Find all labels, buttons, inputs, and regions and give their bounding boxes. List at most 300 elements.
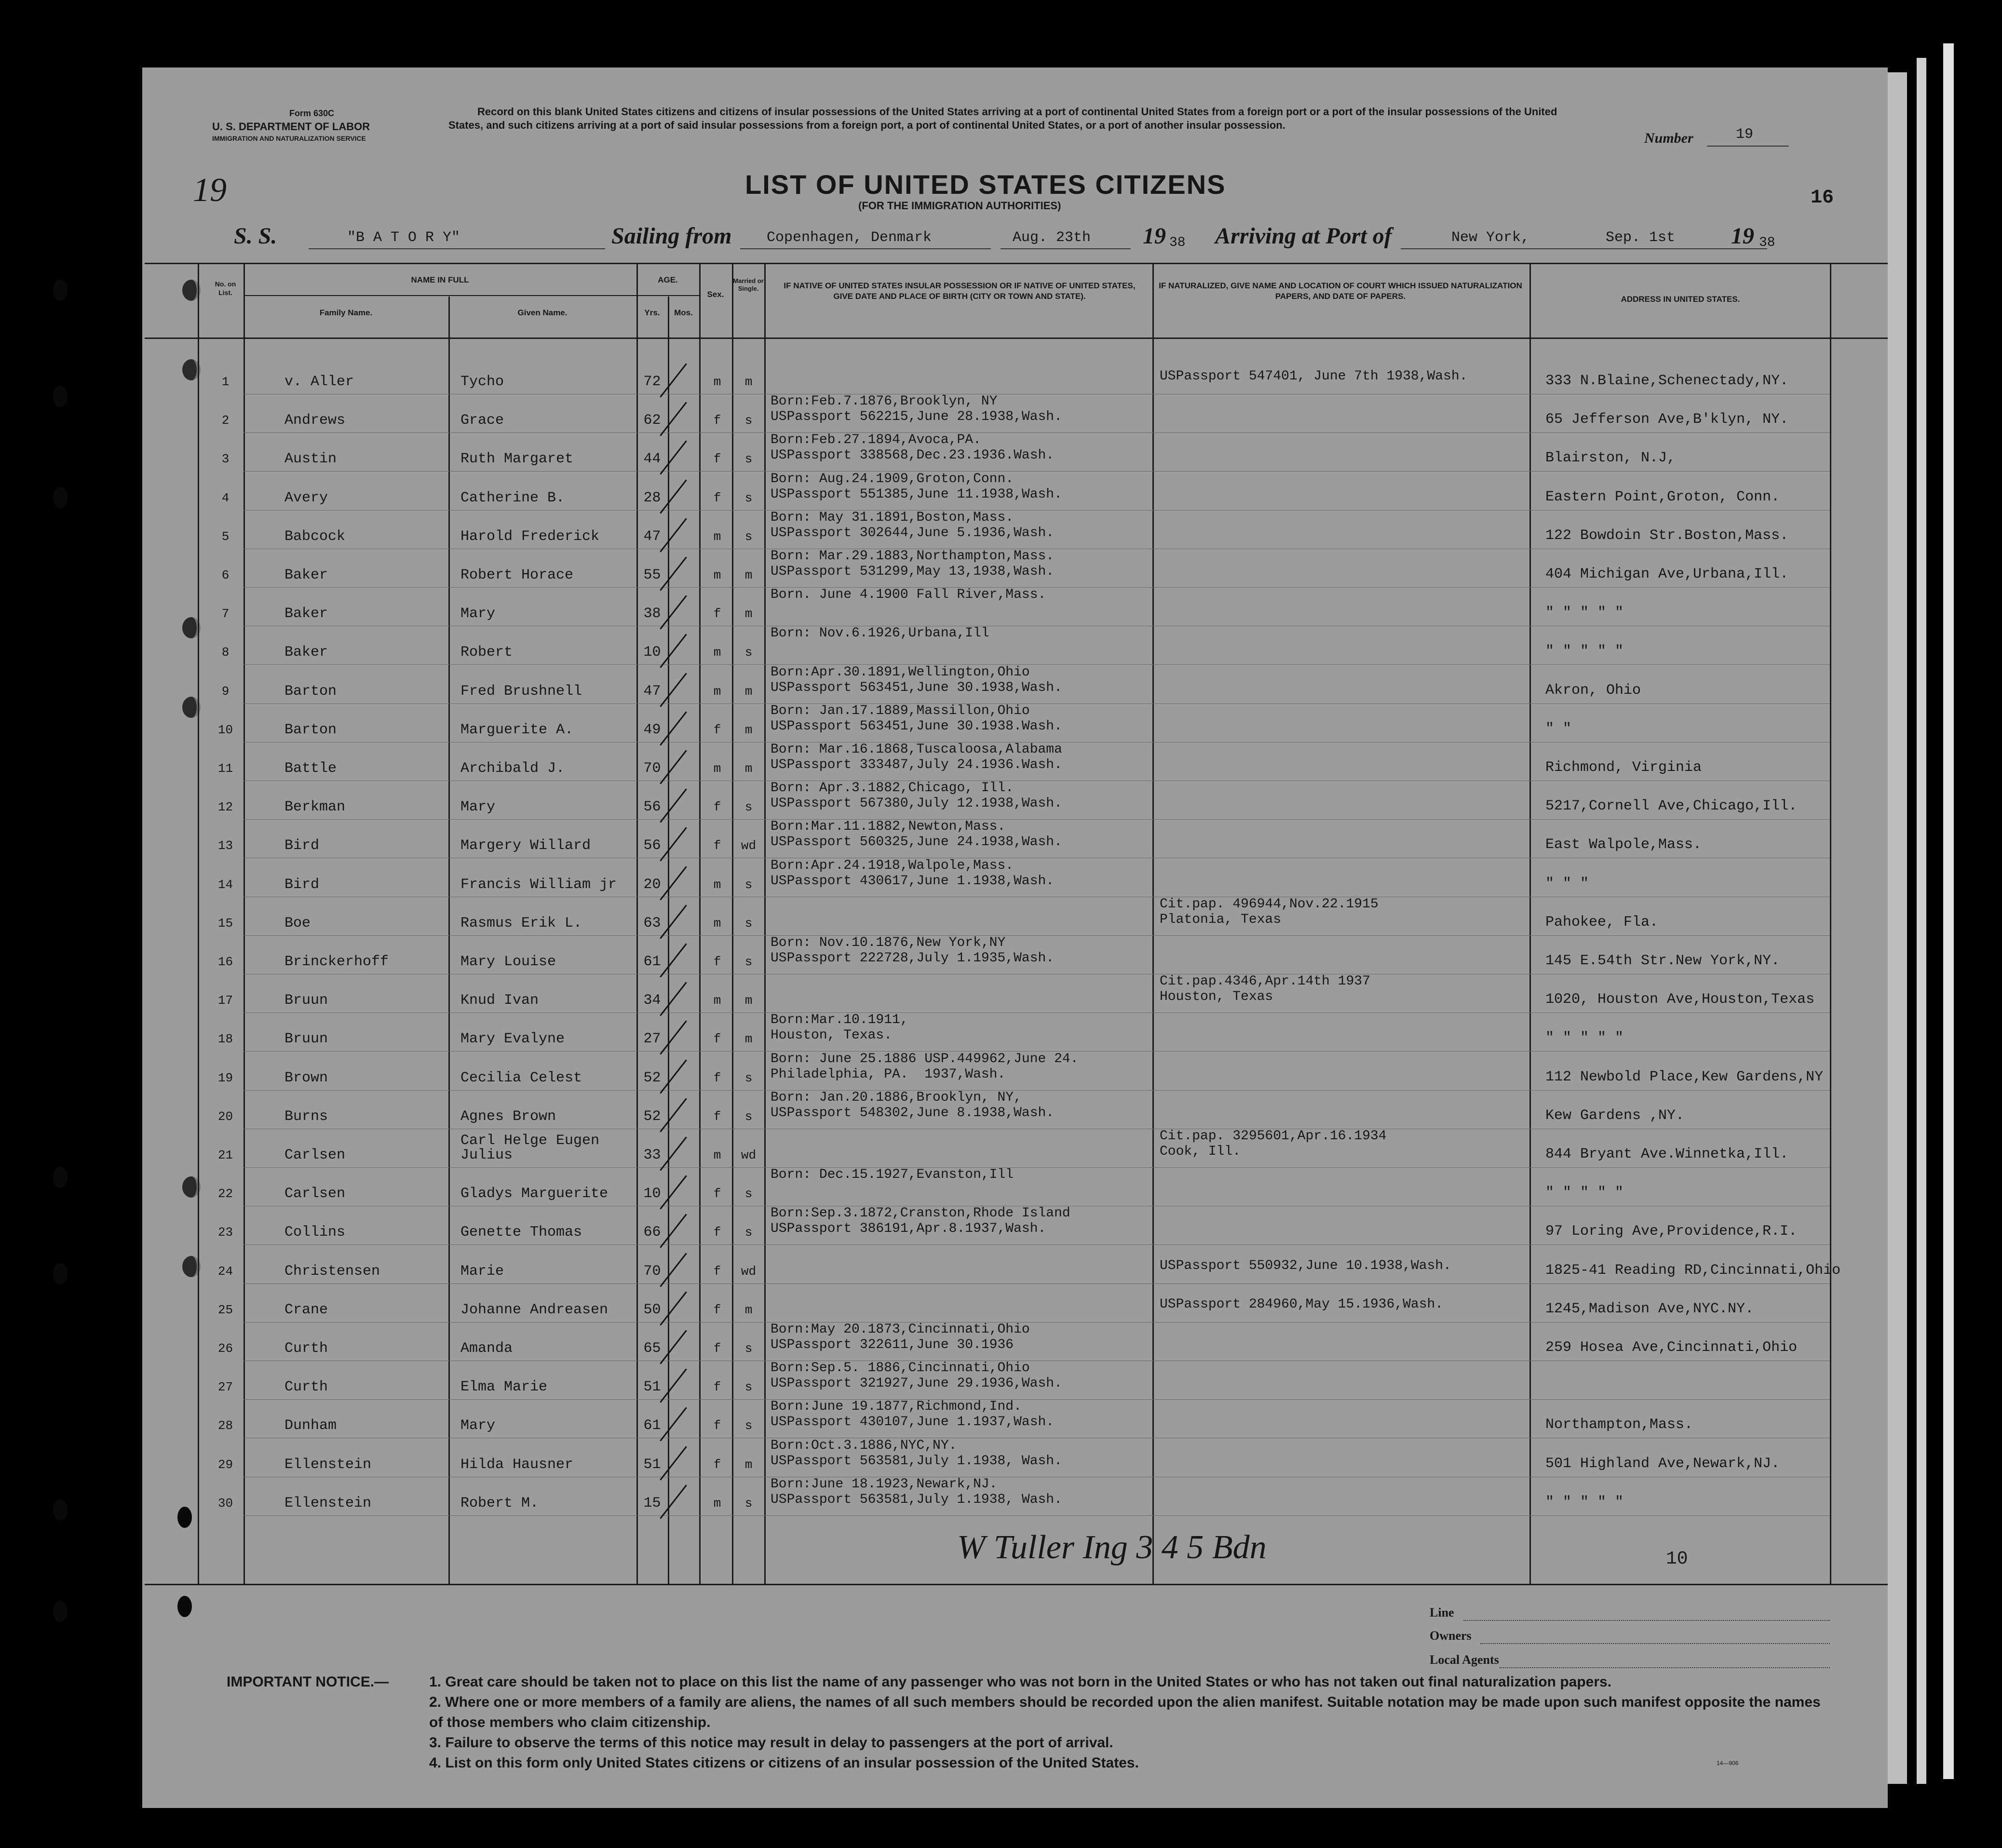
marital-status: wd (741, 838, 757, 853)
notice-2: 2. Where one or more members of a family are aliens, the names of all such members should be recorded upon the alien manifest. Suitable notation may be made upon such manifest opposite the names of those members who claim citizenship. (429, 1694, 1821, 1730)
marital-status: m (744, 1457, 753, 1472)
marital-status: s (744, 1225, 753, 1240)
marital-status: s (744, 1380, 753, 1394)
row-number: 25 (217, 1303, 233, 1317)
col-header-no: No. on List. (215, 280, 236, 297)
birth-info: Born: Jan.20.1886,Brooklyn, NY, (771, 1090, 1022, 1105)
year2-prefix: 19 (1731, 223, 1754, 249)
sex: f (713, 800, 721, 814)
family-name: Andrews (284, 412, 346, 429)
age-years: 62 (643, 412, 661, 429)
given-name: Tycho (460, 374, 504, 390)
line-underline (1463, 1620, 1830, 1621)
col-header-family: Family Name. (319, 308, 373, 317)
family-name: Avery (284, 490, 328, 506)
birth-passport: USPassport 386191,Apr.8.1937,Wash. (771, 1221, 1046, 1236)
age-years: 51 (643, 1379, 661, 1395)
grid-line (145, 1584, 1888, 1585)
row-rule (243, 510, 1830, 511)
handwritten-left-number: 19 (193, 172, 227, 209)
row-number: 18 (217, 1032, 233, 1046)
age-years: 56 (643, 799, 661, 815)
address: " " " " " (1545, 1185, 1624, 1201)
naturalization-place: Cook, Ill. (1160, 1144, 1241, 1159)
date-underline (1001, 248, 1131, 249)
row-number: 6 (221, 568, 230, 582)
marital-status: wd (741, 1264, 757, 1279)
naturalization-info: USPassport 550932,June 10.1938,Wash. (1160, 1258, 1451, 1273)
age-years: 10 (643, 644, 661, 661)
marital-status: s (744, 877, 753, 892)
family-name: Austin (284, 451, 337, 467)
grid-line (145, 263, 1888, 264)
col-header-age: AGE. (658, 275, 678, 284)
notice-title: IMPORTANT NOTICE.— (227, 1674, 389, 1690)
punch-hole (177, 1596, 192, 1617)
age-years: 10 (643, 1186, 661, 1202)
naturalization-info: Cit.pap. 3295601,Apr.16.1934 (1160, 1129, 1387, 1144)
page-edge (1888, 72, 1907, 1784)
marital-status: m (744, 1032, 753, 1046)
page-subtitle: (FOR THE IMMIGRATION AUTHORITIES) (858, 200, 1061, 212)
address: Northampton,Mass. (1545, 1416, 1693, 1433)
row-rule (243, 703, 1830, 704)
family-name: Barton (284, 722, 337, 738)
from-underline (740, 248, 991, 249)
birth-info: Born:Sep.3.1872,Cranston,Rhode Island (771, 1206, 1070, 1221)
naturalization-info: Cit.pap.4346,Apr.14th 1937 (1160, 974, 1370, 989)
address: 844 Bryant Ave.Winnetka,Ill. (1545, 1146, 1789, 1162)
arrival-port: New York, (1451, 229, 1530, 246)
family-name: Bird (284, 837, 320, 854)
birth-passport: USPassport 562215,June 28.1938,Wash. (771, 409, 1062, 424)
age-years: 52 (643, 1108, 661, 1125)
sex: f (713, 1418, 721, 1433)
family-name: Collins (284, 1224, 346, 1241)
row-number: 15 (217, 916, 233, 931)
sex: m (713, 568, 721, 582)
notice-3: 3. Failure to observe the terms of this notice may result in delay to passengers at the port of arrival. (429, 1735, 1113, 1751)
age-years: 70 (643, 760, 661, 777)
age-years: 51 (643, 1457, 661, 1473)
birth-passport: USPassport 548302,June 8.1938,Wash. (771, 1106, 1055, 1120)
punch-hole (53, 386, 68, 407)
marital-status: m (744, 684, 753, 699)
sex: m (713, 761, 721, 776)
address: 5217,Cornell Ave,Chicago,Ill. (1545, 798, 1798, 814)
department: U. S. DEPARTMENT OF LABOR (212, 121, 370, 133)
age-years: 27 (643, 1031, 661, 1047)
punch-hole (53, 280, 68, 301)
family-name: Brinckerhoff (284, 954, 389, 970)
sex: f (713, 413, 721, 428)
marital-status: s (744, 1187, 753, 1201)
row-number: 22 (217, 1187, 233, 1201)
row-number: 27 (217, 1380, 233, 1394)
birth-info: Born: Aug.24.1909,Groton,Conn. (771, 472, 1014, 486)
sex: f (713, 723, 721, 737)
sex: m (713, 375, 721, 389)
family-name: Barton (284, 683, 337, 700)
given-name: Ruth Margaret (460, 451, 574, 467)
given-name: Agnes Brown (460, 1108, 556, 1125)
punch-hole (53, 487, 68, 508)
given-name: Elma Marie (460, 1379, 548, 1395)
sex: m (713, 645, 721, 660)
grid-line (243, 295, 636, 296)
given-name: Grace (460, 412, 504, 429)
given-name: Marie (460, 1263, 504, 1280)
marital-status: m (744, 1303, 753, 1317)
birth-passport: USPassport 302644,June 5.1936,Wash. (771, 526, 1055, 540)
sex: f (713, 1341, 721, 1356)
family-name: Ellenstein (284, 1495, 372, 1511)
birth-info: Born:Apr.30.1891,Wellington,Ohio (771, 665, 1030, 680)
age-years: 72 (643, 374, 661, 390)
address: " " " (1545, 876, 1589, 892)
line-label: Line (1430, 1605, 1454, 1619)
punch-hole (53, 1499, 68, 1521)
row-number: 14 (217, 877, 233, 892)
age-years: 50 (643, 1302, 661, 1318)
birth-info: Born: Mar.16.1868,Tuscaloosa,Alabama (771, 742, 1062, 757)
number-value: 19 (1736, 126, 1754, 143)
family-name: Baker (284, 606, 328, 622)
row-number: 23 (217, 1225, 233, 1240)
family-name: Baker (284, 567, 328, 583)
ship-name: "B A T O R Y" (347, 229, 460, 246)
row-number: 13 (217, 838, 233, 853)
marital-status: s (744, 955, 753, 969)
given-name: Robert Horace (460, 567, 574, 583)
row-number: 21 (217, 1148, 233, 1162)
row-number: 5 (221, 529, 230, 544)
sex: f (713, 1380, 721, 1394)
birth-passport: USPassport 338568,Dec.23.1936.Wash. (771, 448, 1055, 463)
depart-date: Aug. 23th (1013, 229, 1091, 246)
page-title: LIST OF UNITED STATES CITIZENS (745, 169, 1226, 200)
marital-status: s (744, 1071, 753, 1085)
arrival-date: Sep. 1st (1606, 229, 1676, 246)
birth-passport: USPassport 321927,June 29.1936,Wash. (771, 1376, 1062, 1391)
service: IMMIGRATION AND NATURALIZATION SERVICE (212, 135, 366, 142)
marital-status: s (744, 1341, 753, 1356)
sex: f (713, 1225, 721, 1240)
row-number: 10 (217, 723, 233, 737)
age-years: 20 (643, 877, 661, 893)
row-rule (243, 1167, 1830, 1168)
birth-info: Born: Nov.6.1926,Urbana,Ill (771, 626, 989, 641)
age-years: 47 (643, 528, 661, 545)
given-name: Francis William jr (460, 877, 617, 893)
row-rule (243, 1515, 1830, 1516)
marital-status: s (744, 645, 753, 660)
arriving-label: Arriving at Port of (1215, 223, 1392, 249)
family-name: Bruun (284, 992, 328, 1009)
address: 1020, Houston Ave,Houston,Texas (1545, 991, 1815, 1008)
col-header-name: NAME IN FULL (411, 275, 469, 284)
sex: f (713, 452, 721, 466)
row-number: 12 (217, 800, 233, 814)
given-name: Mary (460, 606, 496, 622)
address: 65 Jefferson Ave,B'klyn, NY. (1545, 411, 1789, 428)
birth-info: Born: June 25.1886 USP.449962,June 24. (771, 1052, 1079, 1066)
address: 501 Highland Ave,Newark,NJ. (1545, 1456, 1780, 1472)
age-years: 61 (643, 1417, 661, 1434)
marital-status: m (744, 607, 753, 621)
agents-label: Local Agents (1430, 1653, 1499, 1667)
print-code: 14—906 (1717, 1760, 1739, 1767)
marital-status: s (744, 413, 753, 428)
birth-passport: USPassport 563581,July 1.1938, Wash. (771, 1492, 1062, 1507)
birth-passport: USPassport 333487,July 24.1936.Wash. (771, 757, 1062, 772)
family-name: Battle (284, 760, 337, 777)
punch-hole (53, 1601, 68, 1622)
naturalization-place: Houston, Texas (1160, 989, 1273, 1004)
notice-4: 4. List on this form only United States citizens or citizens of an insular possession of the United States. (429, 1755, 1139, 1771)
marital-status: s (744, 1496, 753, 1511)
row-number: 29 (217, 1457, 233, 1472)
sailing-label: Sailing from (611, 223, 732, 249)
owners-label: Owners (1430, 1629, 1472, 1643)
row-rule (243, 432, 1830, 433)
row-number: 9 (221, 684, 230, 699)
birth-info: Born:Apr.24.1918,Walpole,Mass. (771, 858, 1014, 873)
address: East Walpole,Mass. (1545, 836, 1702, 853)
birth-passport: USPassport 563581,July 1.1938, Wash. (771, 1454, 1062, 1469)
address: 97 Loring Ave,Providence,R.I. (1545, 1223, 1798, 1240)
grid-line (1830, 264, 1831, 1585)
handwritten-right-number: 16 (1811, 187, 1834, 209)
family-name: Carlsen (284, 1186, 346, 1202)
grid-line (243, 264, 245, 1585)
given-name: Genette Thomas (460, 1224, 582, 1241)
sex: f (713, 1187, 721, 1201)
age-years: 56 (643, 837, 661, 854)
given-name: Robert (460, 644, 513, 661)
age-years: 28 (643, 490, 661, 506)
address: Richmond, Virginia (1545, 759, 1702, 776)
row-rule (243, 1283, 1830, 1284)
birth-info: Born:Feb.27.1894,Avoca,PA. (771, 432, 981, 447)
family-name: Christensen (284, 1263, 380, 1280)
marital-status: wd (741, 1148, 757, 1162)
col-header-mos: Mos. (674, 308, 693, 317)
given-name: Rasmus Erik L. (460, 915, 582, 931)
sex: f (713, 1032, 721, 1046)
row-number: 4 (221, 491, 230, 505)
given-name: Johanne Andreasen (460, 1302, 609, 1318)
row-rule (243, 1399, 1830, 1400)
birth-passport: Houston, Texas. (771, 1028, 893, 1043)
marital-status: m (744, 723, 753, 737)
age-years: 44 (643, 451, 661, 467)
row-number: 28 (217, 1418, 233, 1433)
port-underline (1401, 248, 1767, 249)
address: Blairston, N.J, (1545, 450, 1676, 466)
family-name: Berkman (284, 799, 346, 815)
family-name: Bruun (284, 1031, 328, 1047)
family-name: Curth (284, 1379, 328, 1395)
birth-info: Born:June 18.1923,Newark,NJ. (771, 1477, 998, 1492)
sex: f (713, 1109, 721, 1124)
grid-line (448, 297, 450, 1585)
age-years: 63 (643, 915, 661, 931)
address: 112 Newbold Place,Kew Gardens,NY (1545, 1069, 1824, 1085)
sex: m (713, 684, 721, 699)
given-name: Carl Helge Eugen (460, 1133, 600, 1149)
given-name: Robert M. (460, 1495, 539, 1511)
birth-info: Born: May 31.1891,Boston,Mass. (771, 510, 1014, 525)
sex: m (713, 877, 721, 892)
address: 404 Michigan Ave,Urbana,Ill. (1545, 566, 1789, 582)
row-number: 16 (217, 955, 233, 969)
birth-info: Born:June 19.1877,Richmond,Ind. (771, 1399, 1022, 1414)
grid-line (699, 264, 701, 1585)
grid-line (198, 264, 199, 1585)
row-rule (243, 935, 1830, 936)
given-name: Hilda Hausner (460, 1457, 574, 1473)
punch-hole (53, 1167, 68, 1188)
year-prefix: 19 (1143, 223, 1166, 249)
family-name: Ellenstein (284, 1457, 372, 1473)
family-name: Babcock (284, 528, 346, 545)
sex: m (713, 916, 721, 931)
row-number: 24 (217, 1264, 233, 1279)
age-years: 38 (643, 606, 661, 622)
age-years: 52 (643, 1070, 661, 1086)
row-rule (243, 819, 1830, 820)
given-name: Catherine B. (460, 490, 565, 506)
given-name: Marguerite A. (460, 722, 574, 738)
row-number: 8 (221, 645, 230, 660)
grid-line (636, 295, 699, 296)
age-years: 33 (643, 1147, 661, 1163)
row-number: 26 (217, 1341, 233, 1356)
row-rule (243, 1244, 1830, 1245)
number-label: Number (1644, 130, 1693, 146)
family-name: Brown (284, 1070, 328, 1086)
age-years: 55 (643, 567, 661, 583)
row-rule (243, 1090, 1830, 1091)
sex: m (713, 993, 721, 1008)
sailing-from: Copenhagen, Denmark (767, 229, 932, 246)
given-name: Mary (460, 1417, 496, 1434)
sex: f (713, 955, 721, 969)
row-number: 2 (221, 413, 230, 428)
birth-info: Born:Mar.11.1882,Newton,Mass. (771, 819, 1006, 834)
age-years: 15 (643, 1495, 661, 1511)
marital-status: m (744, 993, 753, 1008)
age-years: 34 (643, 992, 661, 1009)
row-number: 30 (217, 1496, 233, 1511)
family-name: Curth (284, 1340, 328, 1357)
page-count: 10 (1666, 1549, 1688, 1569)
marital-status: s (744, 1418, 753, 1433)
given-name: Cecilia Celest (460, 1070, 582, 1086)
marital-status: m (744, 568, 753, 582)
given-name: Margery Willard (460, 837, 591, 854)
marital-status: s (744, 916, 753, 931)
grid-line (764, 264, 766, 1585)
row-rule (243, 1012, 1830, 1013)
age-years: 47 (643, 683, 661, 700)
given-name: Mary Evalyne (460, 1031, 565, 1047)
naturalization-info: USPassport 284960,May 15.1936,Wash. (1160, 1297, 1444, 1312)
given-name: Mary Louise (460, 954, 556, 970)
marital-status: s (744, 800, 753, 814)
col-header-married: Married or Single. (733, 277, 764, 292)
form-instructions: Record on this blank United States citizens and citizens of insular possessions of the United States arriving at a port of continental United States from a foreign port or a port of the insular possessions of the United States, and such citizens arriving at a port of said insular possessions from a foreign port, a port of continental United States, or a port of another insular possession. (448, 106, 1557, 131)
row-number: 17 (217, 993, 233, 1008)
punch-hole (177, 1507, 192, 1528)
address: 1245,Madison Ave,NYC.NY. (1545, 1301, 1754, 1317)
year2-suffix: 38 (1759, 235, 1775, 250)
marital-status: s (744, 491, 753, 505)
marital-status: s (744, 452, 753, 466)
family-name: v. Aller (284, 374, 354, 390)
birth-info: Born: Nov.10.1876,New York,NY (771, 935, 1006, 950)
col-header-yrs: Yrs. (644, 308, 660, 317)
given-name-cont: Julius (460, 1147, 513, 1163)
age-years: 49 (643, 722, 661, 738)
col-header-naturalized: IF NATURALIZED, GIVE NAME AND LOCATION OF COURT WHICH ISSUED NATURALIZATION PAPERS, AND DATE OF PAPERS. (1159, 281, 1522, 301)
agents-underline (1500, 1667, 1830, 1668)
address: 145 E.54th Str.New York,NY. (1545, 953, 1780, 969)
given-name: Harold Frederick (460, 528, 600, 545)
birth-passport: USPassport 430617,June 1.1938,Wash. (771, 874, 1055, 889)
row-number: 3 (221, 452, 230, 466)
given-name: Fred Brushnell (460, 683, 582, 700)
row-number: 19 (217, 1071, 233, 1085)
given-name: Gladys Marguerite (460, 1186, 609, 1202)
age-years: 70 (643, 1263, 661, 1280)
sex: m (713, 1496, 721, 1511)
address: 1825-41 Reading RD,Cincinnati,Ohio (1545, 1262, 1841, 1279)
grid-line (1529, 264, 1531, 1585)
family-name: Bird (284, 877, 320, 893)
naturalization-info: Cit.pap. 496944,Nov.22.1915 (1160, 897, 1379, 912)
address: 122 Bowdoin Str.Boston,Mass. (1545, 527, 1789, 544)
birth-passport: USPassport 322611,June 30.1936 (771, 1337, 1014, 1352)
birth-passport: USPassport 563451,June 30.1938,Wash. (771, 680, 1062, 695)
family-name: Baker (284, 644, 328, 661)
birth-passport: USPassport 567380,July 12.1938,Wash. (771, 796, 1062, 811)
col-header-birth: IF NATIVE OF UNITED STATES INSULAR POSSESSION OR IF NATIVE OF UNITED STATES, GIVE DATE AND PLACE OF BIRTH (CITY OR TOWN AND STATE). (784, 281, 1136, 301)
page-edge (1917, 58, 1926, 1784)
birth-passport: USPassport 563451,June 30.1938.Wash. (771, 719, 1062, 734)
handwritten-note: W Tuller Ing 3 4 5 Bdn (957, 1529, 1267, 1566)
row-number: 11 (217, 761, 233, 776)
birth-info: Born:Sep.5. 1886,Cincinnati,Ohio (771, 1361, 1030, 1376)
given-name: Knud Ivan (460, 992, 539, 1009)
sex: f (713, 1071, 721, 1085)
age-years: 61 (643, 954, 661, 970)
birth-info: Born:Oct.3.1886,NYC,NY. (771, 1438, 957, 1453)
birth-passport: USPassport 531299,May 13,1938,Wash. (771, 564, 1055, 579)
sex: f (713, 1303, 721, 1317)
notice-1: 1. Great care should be taken not to place on this list the name of any passenger who was not born in the United States or who has not taken out final naturalization papers. (429, 1674, 1612, 1690)
address: Akron, Ohio (1545, 682, 1641, 699)
family-name: Boe (284, 915, 311, 931)
birth-info: Born: Apr.3.1882,Chicago, Ill. (771, 781, 1014, 796)
birth-info: Born: Jan.17.1889,Massillon,Ohio (771, 703, 1030, 718)
sex: f (713, 607, 721, 621)
col-header-address: ADDRESS IN UNITED STATES. (1621, 295, 1740, 304)
given-name: Archibald J. (460, 760, 565, 777)
birth-passport: Philadelphia, PA. 1937,Wash. (771, 1067, 1006, 1082)
year-suffix: 38 (1169, 235, 1186, 250)
